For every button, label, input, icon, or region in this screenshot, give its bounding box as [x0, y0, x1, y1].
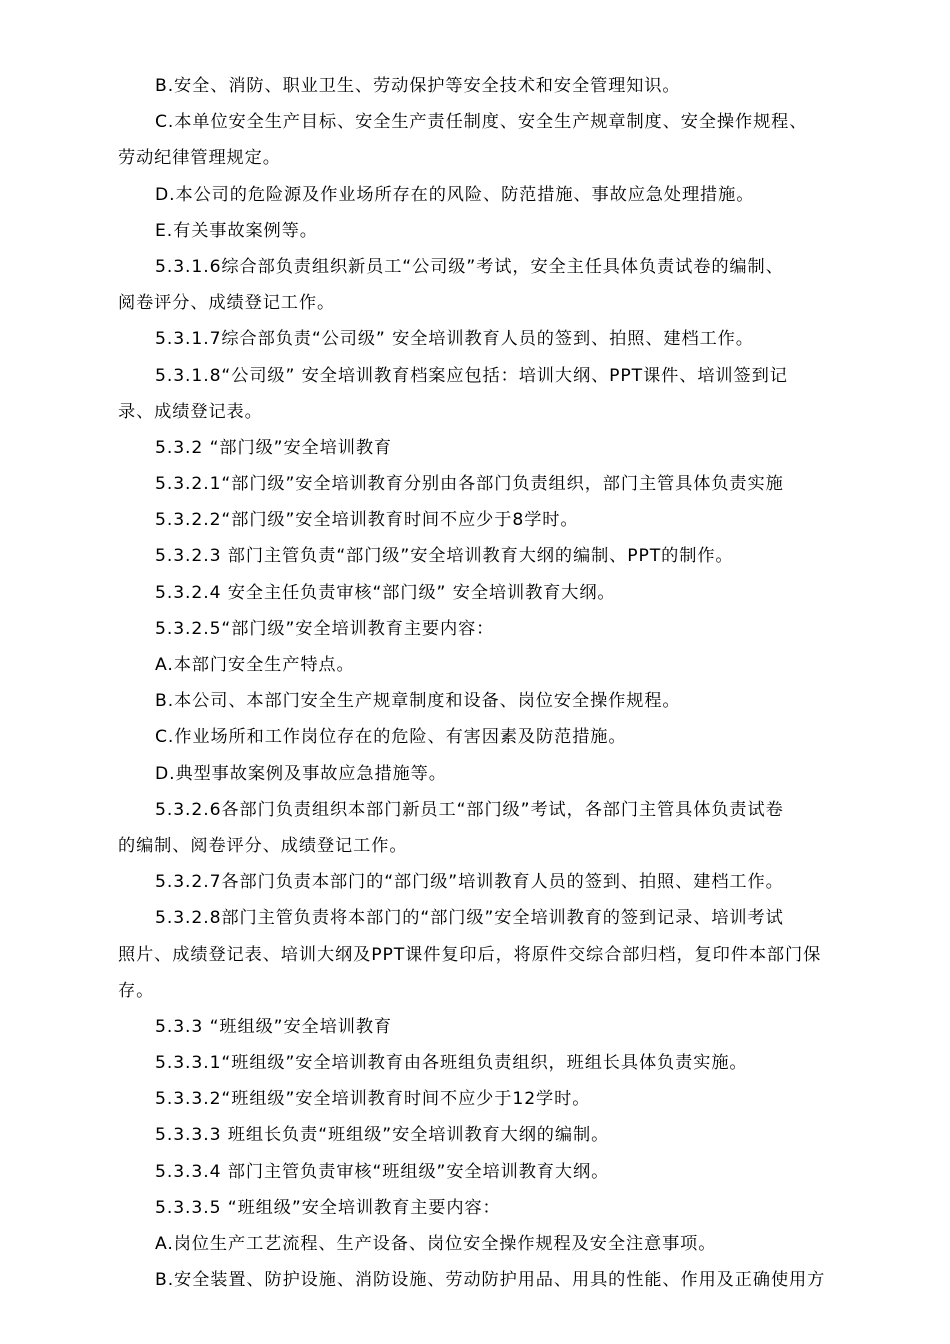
text-line: 存。 — [118, 980, 155, 1001]
text-line: 阅卷评分、成绩登记工作。 — [118, 293, 336, 314]
text-line: D.本公司的危险源及作业场所存在的风险、防范措施、事故应急处理措施。 — [155, 184, 755, 205]
text-line: 照片、成绩登记表、培训大纲及PPT课件复印后，将原件交综合部归档，复印件本部门保 — [118, 944, 822, 965]
text-line: 5.3.1.7综合部负责“公司级” 安全培训教育人员的签到、拍照、建档工作。 — [155, 329, 754, 350]
text-line: B.安全、消防、职业卫生、劳动保护等安全技术和安全管理知识。 — [155, 76, 681, 96]
text-line: C.作业场所和工作岗位存在的危险、有害因素及防范措施。 — [155, 727, 627, 748]
text-line: B.本公司、本部门安全生产规章制度和设备、岗位安全操作规程。 — [155, 691, 681, 712]
text-line: E.有关事故案例等。 — [155, 220, 318, 241]
text-line: A.本部门安全生产特点。 — [155, 655, 355, 675]
text-line: D.典型事故案例及事故应急措施等。 — [155, 763, 447, 784]
text-line: 5.3.2.2“部门级”安全培训教育时间不应少于8学时。 — [155, 510, 579, 531]
text-line: 5.3.2.7各部门负责本部门的“部门级”培训教育人员的签到、拍照、建档工作。 — [155, 872, 784, 893]
text-line: 5.3.1.8“公司级” 安全培训教育档案应包括：培训大纲、PPT课件、培训签到记 — [155, 365, 788, 386]
text-line: A.岗位生产工艺流程、生产设备、岗位安全操作规程及安全注意事项。 — [155, 1234, 717, 1254]
text-line: 5.3.2.5“部门级”安全培训教育主要内容： — [155, 618, 495, 639]
text-line: 5.3.2.3 部门主管负责“部门级”安全培训教育大纲的编制、PPT的制作。 — [155, 546, 734, 567]
text-line: 5.3.3.4 部门主管负责审核“班组级”安全培训教育大纲。 — [155, 1161, 610, 1182]
text-line: 5.3.2.8部门主管负责将本部门的“部门级”安全培训教育的签到记录、培训考试 — [155, 908, 784, 929]
text-line: 5.3.3.2“班组级”安全培训教育时间不应少于12学时。 — [155, 1089, 591, 1110]
text-line: 劳动纪律管理规定。 — [118, 148, 281, 169]
text-line: 5.3.3.5 “班组级”安全培训教育主要内容： — [155, 1197, 501, 1218]
text-line: 录、成绩登记表。 — [118, 401, 263, 422]
text-line: 5.3.3 “班组级”安全培训教育 — [155, 1016, 392, 1037]
text-line: C.本单位安全生产目标、安全生产责任制度、安全生产规章制度、安全操作规程、 — [155, 112, 808, 133]
text-line: 5.3.2.1“部门级”安全培训教育分别由各部门负责组织，部门主管具体负责实施 — [155, 474, 784, 495]
text-line: 5.3.2 “部门级”安全培训教育 — [155, 437, 392, 458]
text-line: 5.3.3.3 班组长负责“班组级”安全培训教育大纲的编制。 — [155, 1125, 610, 1146]
text-line: 的编制、阅卷评分、成绩登记工作。 — [118, 835, 408, 856]
text-line: 5.3.2.4 安全主任负责审核“部门级” 安全培训教育大纲。 — [155, 582, 616, 603]
text-line: 5.3.2.6各部门负责组织本部门新员工“部门级”考试，各部门主管具体负责试卷 — [155, 799, 784, 820]
text-line: 5.3.1.6综合部负责组织新员工“公司级”考试，安全主任具体负责试卷的编制、 — [155, 256, 784, 277]
text-line: B.安全装置、防护设施、消防设施、劳动防护用品、用具的性能、作用及正确使用方 — [155, 1270, 826, 1291]
text-line: 5.3.3.1“班组级”安全培训教育由各班组负责组织，班组长具体负责实施。 — [155, 1053, 748, 1074]
